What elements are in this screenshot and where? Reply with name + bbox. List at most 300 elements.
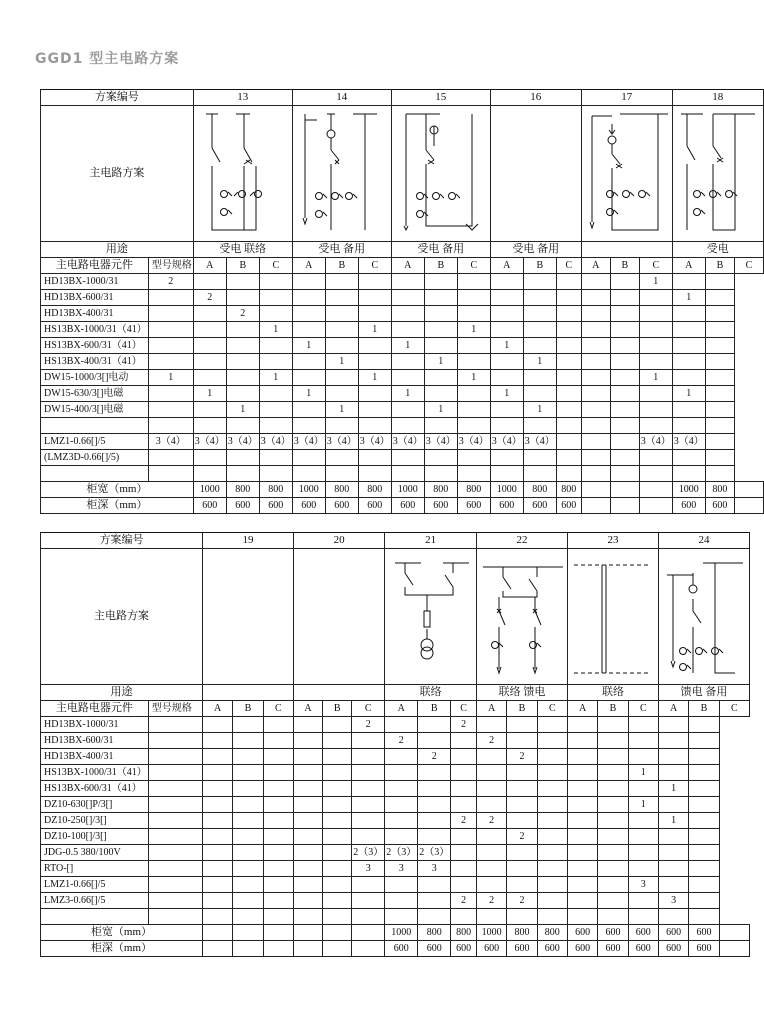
col-c: C (556, 258, 581, 274)
col-a: A (476, 701, 506, 717)
component-qty-cell (202, 845, 232, 861)
width-row (41, 482, 764, 498)
component-qty-cell (148, 338, 193, 354)
component-qty-cell (233, 765, 263, 781)
cabinet-width-cell (735, 482, 764, 498)
component-qty-cell (476, 797, 506, 813)
component-qty-cell (639, 338, 672, 354)
cabinet-width-cell (263, 925, 293, 941)
cabinet-depth-cell (719, 941, 749, 957)
cabinet-width-cell: 800 (705, 482, 734, 498)
component-qty-cell (658, 829, 688, 845)
col-a: A (391, 258, 424, 274)
component-qty-cell (451, 749, 477, 765)
component-qty-cell (672, 338, 705, 354)
component-qty-cell (567, 733, 597, 749)
component-qty-cell (293, 909, 322, 925)
component-qty-cell (323, 749, 352, 765)
component-qty-cell (581, 354, 610, 370)
cabinet-width-cell (202, 925, 232, 941)
col-b: B (233, 701, 263, 717)
width-label: 柜宽（mm） (41, 482, 194, 498)
component-qty-cell: 3 (352, 861, 385, 877)
component-qty-cell (658, 877, 688, 893)
component-qty-cell: 3（4） (325, 434, 358, 450)
component-qty-cell (148, 813, 202, 829)
component-qty-cell (610, 434, 639, 450)
component-model-name: HD13BX-400/31 (41, 306, 149, 322)
component-qty-cell: 3 (418, 861, 451, 877)
component-qty-cell (581, 386, 610, 402)
cabinet-width-cell (233, 925, 263, 941)
component-qty-cell (418, 877, 451, 893)
col-a: A (490, 258, 523, 274)
component-model-name: HS13BX-600/31（41） (41, 338, 149, 354)
component-qty-cell (628, 861, 658, 877)
component-qty-cell (259, 290, 292, 306)
component-qty-cell (233, 845, 263, 861)
component-qty-cell (598, 813, 628, 829)
component-model-name: HD13BX-600/31 (41, 733, 149, 749)
component-qty-cell (556, 338, 581, 354)
cabinet-depth-cell (263, 941, 293, 957)
component-qty-cell (672, 370, 705, 386)
component-qty-cell (323, 845, 352, 861)
component-row (41, 893, 750, 909)
component-qty-cell (193, 274, 226, 290)
component-model-name (41, 466, 149, 482)
component-qty-cell (233, 749, 263, 765)
component-qty-cell: 3 (385, 861, 418, 877)
component-qty-cell (358, 450, 391, 466)
component-qty-cell (358, 338, 391, 354)
circuit-diagram-17 (581, 106, 672, 242)
scheme-number: 16 (490, 90, 581, 106)
component-qty-cell (689, 813, 719, 829)
component-qty-cell (202, 717, 232, 733)
component-qty-cell (202, 861, 232, 877)
component-qty-cell (293, 829, 322, 845)
cabinet-depth-cell: 600 (476, 941, 506, 957)
component-qty-cell (293, 797, 322, 813)
component-qty-cell (233, 717, 263, 733)
component-qty-cell (523, 338, 556, 354)
component-qty-cell (658, 749, 688, 765)
component-qty-cell (476, 749, 506, 765)
component-qty-cell: 1 (628, 797, 658, 813)
component-row (41, 733, 750, 749)
component-qty-cell (263, 909, 293, 925)
component-qty-cell (259, 338, 292, 354)
component-qty-cell (598, 733, 628, 749)
cabinet-depth-cell: 600 (507, 941, 537, 957)
component-qty-cell (193, 402, 226, 418)
usage-cell: 受电 备用 (490, 242, 581, 258)
component-qty-cell (323, 813, 352, 829)
component-qty-cell (581, 306, 610, 322)
component-qty-cell: 2 (193, 290, 226, 306)
component-qty-cell (202, 781, 232, 797)
component-qty-cell (457, 338, 490, 354)
component-qty-cell (705, 354, 734, 370)
component-qty-cell (418, 813, 451, 829)
component-qty-cell (202, 813, 232, 829)
component-qty-cell: 1 (325, 354, 358, 370)
col-c: C (263, 701, 293, 717)
component-model-name: DZ10-250[]/3[] (41, 813, 149, 829)
component-qty-cell (193, 354, 226, 370)
component-qty-cell: 1 (639, 370, 672, 386)
component-row (41, 797, 750, 813)
component-row (41, 354, 764, 370)
component-qty-cell (537, 733, 567, 749)
component-qty-cell (202, 909, 232, 925)
component-qty-cell (391, 290, 424, 306)
component-qty-cell (385, 765, 418, 781)
cabinet-width-cell (719, 925, 749, 941)
component-qty-cell (385, 829, 418, 845)
component-qty-cell (193, 370, 226, 386)
component-qty-cell: 1 (457, 370, 490, 386)
component-qty-cell (293, 845, 322, 861)
component-qty-cell (233, 877, 263, 893)
cabinet-width-cell: 600 (567, 925, 597, 941)
scheme-number: 21 (385, 533, 477, 549)
component-qty-cell: 3（4） (358, 434, 391, 450)
component-qty-cell (424, 306, 457, 322)
component-qty-cell (457, 306, 490, 322)
component-qty-cell (689, 717, 719, 733)
component-qty-cell (391, 306, 424, 322)
component-qty-cell (292, 466, 325, 482)
component-qty-cell (457, 466, 490, 482)
component-qty-cell (507, 797, 537, 813)
component-qty-cell (226, 338, 259, 354)
component-qty-cell (292, 450, 325, 466)
component-qty-cell (689, 749, 719, 765)
component-model-name: DW15-400/3[]电磁 (41, 402, 149, 418)
component-qty-cell (263, 781, 293, 797)
cabinet-width-cell: 800 (507, 925, 537, 941)
component-qty-cell: 1 (259, 370, 292, 386)
component-qty-cell (325, 418, 358, 434)
component-qty-cell (610, 306, 639, 322)
component-qty-cell (202, 893, 232, 909)
cabinet-width-cell: 1000 (672, 482, 705, 498)
component-row (41, 781, 750, 797)
component-qty-cell (424, 450, 457, 466)
scheme-number: 18 (672, 90, 763, 106)
component-qty-cell (567, 877, 597, 893)
component-qty-cell (705, 402, 734, 418)
col-c: C (451, 701, 477, 717)
component-model-name: LMZ1-0.66[]/5 (41, 434, 149, 450)
component-qty-cell (610, 274, 639, 290)
component-qty-cell (598, 717, 628, 733)
component-qty-cell (259, 450, 292, 466)
col-c: C (628, 701, 658, 717)
component-model-name: HS13BX-400/31（41） (41, 354, 149, 370)
circuit-diagram-20 (293, 549, 384, 685)
component-qty-cell (263, 861, 293, 877)
cabinet-width-cell: 1000 (292, 482, 325, 498)
circuit-diagram-21 (385, 549, 477, 685)
component-qty-cell (610, 322, 639, 338)
cabinet-width-cell: 1000 (385, 925, 418, 941)
component-qty-cell (263, 765, 293, 781)
component-qty-cell (658, 845, 688, 861)
component-qty-cell (507, 717, 537, 733)
component-row (41, 765, 750, 781)
component-qty-cell (598, 829, 628, 845)
components-label: 主电路电器元件 (41, 258, 149, 274)
component-qty-cell (628, 717, 658, 733)
usage-cell: 联络 (385, 685, 477, 701)
component-qty-cell (581, 290, 610, 306)
component-row (41, 434, 764, 450)
component-qty-cell (263, 797, 293, 813)
component-model-name: HS13BX-600/31（41） (41, 781, 149, 797)
component-qty-cell (705, 434, 734, 450)
component-qty-cell (424, 386, 457, 402)
component-qty-cell (658, 909, 688, 925)
component-qty-cell (148, 797, 202, 813)
component-qty-cell: 3（4） (424, 434, 457, 450)
component-qty-cell (418, 829, 451, 845)
col-b: B (689, 701, 719, 717)
component-qty-cell: 1 (658, 781, 688, 797)
cabinet-width-cell: 1000 (490, 482, 523, 498)
component-qty-cell: 3（4） (672, 434, 705, 450)
component-qty-cell (457, 450, 490, 466)
component-qty-cell (358, 402, 391, 418)
component-qty-cell: 2 (148, 274, 193, 290)
component-qty-cell (391, 354, 424, 370)
cabinet-depth-cell: 600 (391, 498, 424, 514)
circuit-diagram-22 (476, 549, 567, 685)
component-qty-cell (476, 717, 506, 733)
component-qty-cell (476, 861, 506, 877)
component-qty-cell (457, 354, 490, 370)
component-qty-cell (556, 370, 581, 386)
component-qty-cell (628, 829, 658, 845)
component-qty-cell (323, 733, 352, 749)
component-qty-cell: 2（3） (418, 845, 451, 861)
cabinet-depth-cell: 600 (457, 498, 490, 514)
component-qty-cell (581, 466, 610, 482)
component-qty-cell (476, 909, 506, 925)
component-qty-cell (292, 322, 325, 338)
cabinet-width-cell: 800 (556, 482, 581, 498)
component-qty-cell (391, 274, 424, 290)
component-model-name: HD13BX-1000/31 (41, 274, 149, 290)
component-qty-cell: 1 (358, 322, 391, 338)
col-b: B (598, 701, 628, 717)
component-qty-cell (385, 797, 418, 813)
component-qty-cell (148, 877, 202, 893)
col-c: C (735, 258, 764, 274)
components-label: 主电路电器元件 (41, 701, 149, 717)
component-qty-cell (233, 829, 263, 845)
component-qty-cell (148, 749, 202, 765)
component-qty-cell (705, 370, 734, 386)
component-qty-cell (628, 845, 658, 861)
component-qty-cell (689, 909, 719, 925)
component-qty-cell (705, 418, 734, 434)
width-label: 柜宽（mm） (41, 925, 203, 941)
component-qty-cell: 3（4） (148, 434, 193, 450)
component-qty-cell (672, 322, 705, 338)
component-qty-cell: 1 (628, 765, 658, 781)
component-row (41, 402, 764, 418)
scheme-number: 23 (567, 533, 658, 549)
component-qty-cell (610, 418, 639, 434)
component-qty-cell: 3（4） (259, 434, 292, 450)
col-a: A (581, 258, 610, 274)
component-qty-cell (507, 861, 537, 877)
component-qty-cell (148, 386, 193, 402)
component-qty-cell (148, 845, 202, 861)
cabinet-width-cell: 800 (418, 925, 451, 941)
component-qty-cell: 3（4） (226, 434, 259, 450)
cabinet-depth-cell (581, 498, 610, 514)
component-qty-cell (148, 402, 193, 418)
main-circuit-label: 主电路方案 (41, 106, 194, 242)
component-qty-cell (598, 845, 628, 861)
component-qty-cell (233, 861, 263, 877)
model-label: 型号规格 (148, 701, 202, 717)
component-qty-cell (639, 418, 672, 434)
component-qty-cell (610, 450, 639, 466)
component-qty-cell (193, 338, 226, 354)
component-qty-cell (193, 466, 226, 482)
component-model-name: RTO-[] (41, 861, 149, 877)
component-qty-cell (672, 274, 705, 290)
component-qty-cell (385, 813, 418, 829)
cabinet-depth-cell: 600 (628, 941, 658, 957)
component-qty-cell (457, 402, 490, 418)
component-qty-cell (523, 322, 556, 338)
circuit-diagram-24 (658, 549, 749, 685)
component-model-name: DW15-630/3[]电磁 (41, 386, 149, 402)
scheme-table-2 (40, 532, 750, 957)
scheme-number: 15 (391, 90, 490, 106)
component-qty-cell (323, 717, 352, 733)
component-qty-cell (556, 274, 581, 290)
component-model-name: LMZ1-0.66[]/5 (41, 877, 149, 893)
scheme-number: 24 (658, 533, 749, 549)
component-qty-cell (352, 781, 385, 797)
component-qty-cell (457, 418, 490, 434)
component-qty-cell (658, 861, 688, 877)
component-qty-cell (385, 909, 418, 925)
cabinet-width-cell: 1000 (193, 482, 226, 498)
component-qty-cell (325, 290, 358, 306)
col-b: B (507, 701, 537, 717)
scheme-table-1 (40, 89, 764, 514)
cabinet-depth-cell (735, 498, 764, 514)
component-qty-cell (537, 797, 567, 813)
scheme-number: 20 (293, 533, 384, 549)
component-model-name: HD13BX-400/31 (41, 749, 149, 765)
component-qty-cell (523, 306, 556, 322)
component-qty-cell (292, 306, 325, 322)
col-c: C (259, 258, 292, 274)
col-a: A (385, 701, 418, 717)
component-qty-cell (476, 845, 506, 861)
component-qty-cell (490, 274, 523, 290)
component-qty-cell (598, 765, 628, 781)
component-qty-cell (418, 765, 451, 781)
component-qty-cell (323, 861, 352, 877)
diagram-row (41, 106, 764, 242)
component-qty-cell (556, 386, 581, 402)
component-qty-cell (457, 274, 490, 290)
component-qty-cell: 1 (325, 402, 358, 418)
component-qty-cell (263, 717, 293, 733)
cabinet-width-cell: 800 (457, 482, 490, 498)
component-qty-cell (352, 829, 385, 845)
component-qty-cell (385, 877, 418, 893)
component-qty-cell: 3（4） (292, 434, 325, 450)
component-qty-cell (639, 466, 672, 482)
component-qty-cell (352, 797, 385, 813)
component-qty-cell (233, 813, 263, 829)
component-qty-cell (292, 370, 325, 386)
component-qty-cell: 1 (391, 338, 424, 354)
component-qty-cell (523, 450, 556, 466)
component-qty-cell (323, 829, 352, 845)
component-qty-cell (202, 733, 232, 749)
main-circuit-label: 主电路方案 (41, 549, 203, 685)
component-qty-cell: 3（4） (523, 434, 556, 450)
component-qty-cell (148, 909, 202, 925)
component-qty-cell (490, 402, 523, 418)
component-qty-cell (424, 466, 457, 482)
component-qty-cell: 2 (451, 893, 477, 909)
component-qty-cell (490, 370, 523, 386)
component-qty-cell: 2 (476, 813, 506, 829)
component-qty-cell (293, 877, 322, 893)
component-qty-cell (567, 893, 597, 909)
component-qty-cell: 1 (672, 386, 705, 402)
component-qty-cell (689, 829, 719, 845)
component-qty-cell (202, 829, 232, 845)
component-qty-cell: 3 (628, 877, 658, 893)
component-qty-cell: 1 (292, 338, 325, 354)
cabinet-depth-cell: 600 (705, 498, 734, 514)
component-qty-cell (507, 765, 537, 781)
component-qty-cell (148, 717, 202, 733)
cabinet-width-cell: 600 (628, 925, 658, 941)
cabinet-width-cell: 800 (451, 925, 477, 941)
component-qty-cell: 3（4） (490, 434, 523, 450)
component-qty-cell (705, 386, 734, 402)
component-qty-cell (424, 274, 457, 290)
usage-cell: 受电 备用 (292, 242, 391, 258)
col-c: C (457, 258, 490, 274)
cabinet-width-cell (352, 925, 385, 941)
component-row (41, 845, 750, 861)
component-qty-cell (537, 813, 567, 829)
component-qty-cell (263, 845, 293, 861)
component-qty-cell (490, 354, 523, 370)
component-qty-cell (391, 418, 424, 434)
component-qty-cell: 2 (451, 813, 477, 829)
cabinet-depth-cell: 600 (689, 941, 719, 957)
component-qty-cell (639, 354, 672, 370)
component-qty-cell (391, 322, 424, 338)
